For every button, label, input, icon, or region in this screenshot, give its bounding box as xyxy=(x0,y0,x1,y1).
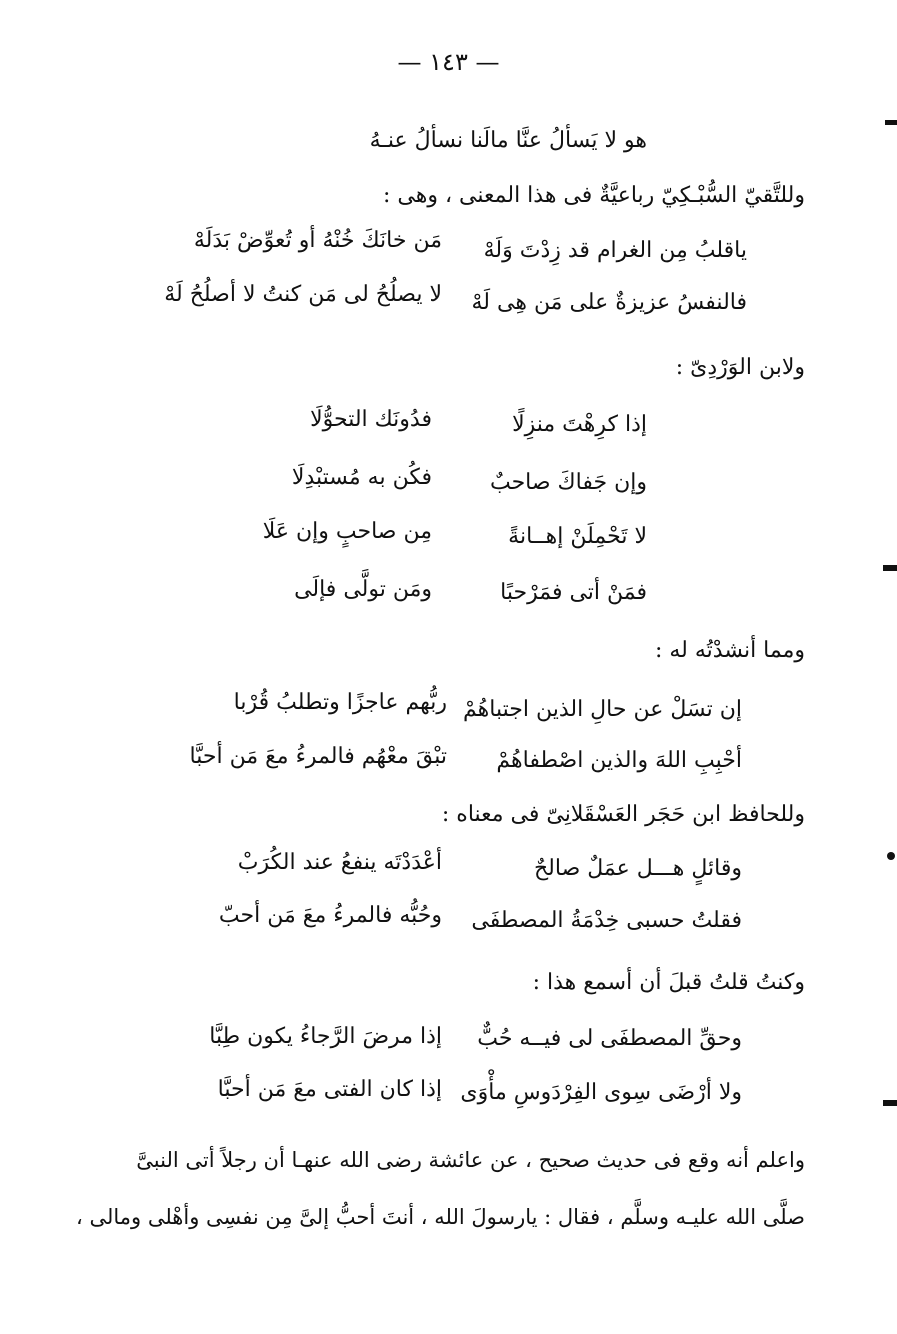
prose-line: ومما أنشدْتُه له : xyxy=(654,638,805,663)
verse-first-hemistich: وحقِّ المصطفَى لى فيــه حُبٌّ xyxy=(477,1026,742,1051)
verse-first-hemistich: فمَنْ أتى فمَرْحبًا xyxy=(500,580,647,605)
page-number: — ١٤٣ — xyxy=(397,48,500,76)
scan-margin-mark xyxy=(885,120,897,125)
paragraph-line: واعلم أنه وقع فى حديث صحيح ، عن عائشة رضى الله عنهـا أن رجلاً أتى النبىَّ xyxy=(136,1148,805,1172)
scan-margin-mark xyxy=(883,1100,897,1106)
verse-line: هو لا يَسألُ عنَّا مالَنا نسألُ عنـهُ xyxy=(369,128,647,153)
verse-first-hemistich: أحْبِبِ اللهَ والذين اصْطفاهُمْ xyxy=(496,748,742,773)
prose-line: وكنتُ قلتُ قبلَ أن أسمع هذا : xyxy=(532,970,805,995)
verse-first-hemistich: فقلتُ حسبى خِدْمَةُ المصطفَى xyxy=(471,908,742,933)
verse-second-hemistich: أعْدَدْتَه ينفعُ عند الكُرَبْ xyxy=(237,850,442,875)
verse-second-hemistich: لا يصلُحُ لى مَن كنتُ لا أصلُحُ لَهْ xyxy=(164,282,442,307)
verse-first-hemistich: وإن جَفاكَ صاحبٌ xyxy=(489,470,647,495)
verse-first-hemistich: وقائلٍ هـــل عمَلٌ صالحٌ xyxy=(533,856,742,881)
prose-line: وللحافظ ابن حَجَر العَسْقَلانِىّ فى معناه : xyxy=(441,802,805,827)
verse-second-hemistich: مَن خانَكَ خُنْهُ أو تُعوِّضْ بَدَلَهْ xyxy=(193,228,442,253)
verse-second-hemistich: إذا كان الفتى معَ مَن أحبَّا xyxy=(217,1077,442,1102)
verse-first-hemistich: ياقلبُ مِن الغرام قد زِدْتَ وَلَهْ xyxy=(483,238,747,263)
verse-second-hemistich: تبْقَ معْهُم فالمرءُ معَ مَن أحبَّا xyxy=(189,744,447,769)
verse-second-hemistich: مِن صاحبٍ وإن عَلَا xyxy=(262,519,432,544)
verse-second-hemistich: إذا مرضَ الرَّجاءُ يكون طِبَّا xyxy=(209,1024,442,1049)
verse-first-hemistich: ولا أرْضَى سِوى الفِرْدَوسِ مأْوَى xyxy=(460,1080,742,1105)
verse-first-hemistich: إذا كرِهْتَ منزِلًا xyxy=(512,412,647,437)
scan-margin-mark xyxy=(883,565,897,571)
scan-margin-mark xyxy=(887,852,895,860)
verse-second-hemistich: وحُبُّه فالمرءُ معَ مَن أحبّ xyxy=(218,903,442,928)
verse-first-hemistich: إن تسَلْ عن حالِ الذين اجتباهُمْ xyxy=(463,697,742,722)
verse-second-hemistich: ربُّهم عاجزًا وتطلبُ قُرْبا xyxy=(233,690,447,715)
verse-second-hemistich: فكُن به مُستبْدِلَا xyxy=(291,465,432,490)
verse-second-hemistich: ومَن تولَّى فإلَى xyxy=(294,577,432,602)
verse-first-hemistich: لا تَحْمِلَنْ إهــانةً xyxy=(508,524,647,549)
paragraph-line: صلَّى الله عليـه وسلَّم ، فقال : يارسولَ الله ، أنتَ أحبُّ إلىَّ مِن نفسِى وأهْلى ومالى ، xyxy=(76,1205,805,1229)
verse-second-hemistich: فدُونَك التحوُّلَا xyxy=(310,407,432,432)
verse-first-hemistich: فالنفسُ عزيزةٌ على مَن هِى لَهْ xyxy=(471,290,747,315)
prose-line: وللتَّقيّ السُّبْـكِيّ رباعيَّةٌ فى هذا المعنى ، وهى : xyxy=(383,183,805,208)
prose-line: ولابن الوَرْدِىّ : xyxy=(675,355,805,380)
